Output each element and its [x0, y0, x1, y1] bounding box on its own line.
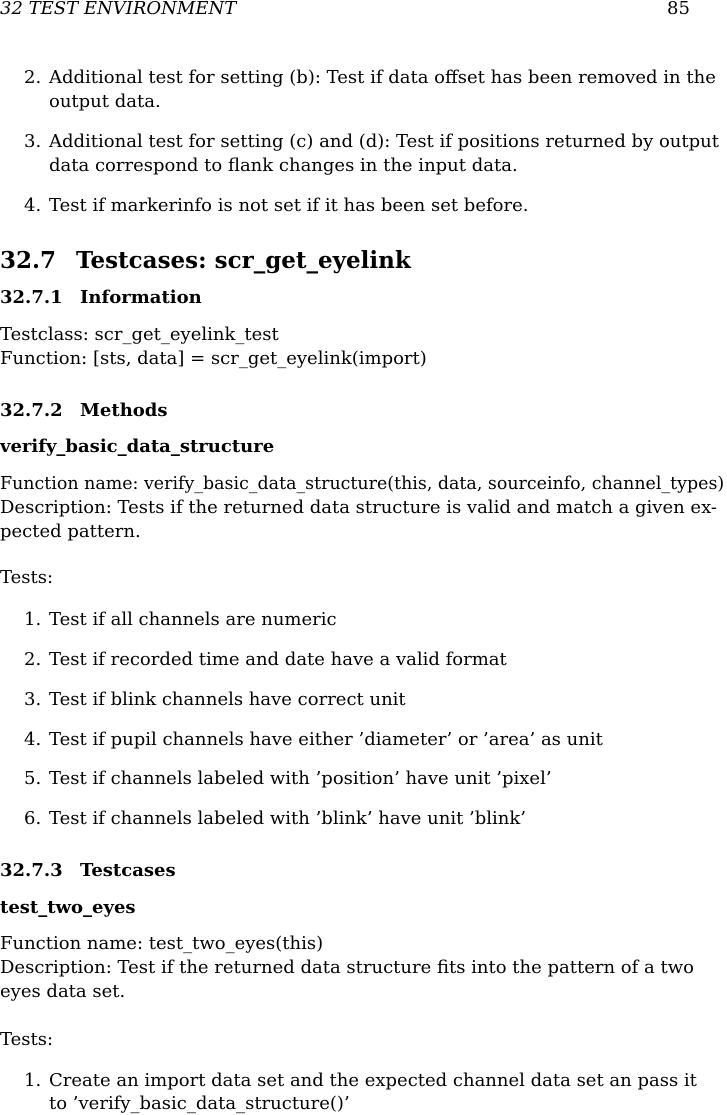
function-line: Function: [sts, data] = scr_get_eyelink(import): [0, 348, 427, 369]
list-item-number: 3.: [24, 689, 42, 710]
list-item-number: 1.: [24, 1070, 42, 1091]
list-item-text: Test if all channels are numeric: [49, 609, 337, 630]
page-number: 85: [667, 0, 690, 19]
list-item-text: to ’verify_basic_data_structure()’: [49, 1093, 350, 1114]
subsection-title: Information: [80, 287, 202, 308]
list-item-text: Additional test for setting (b): Test if data offset has been removed in the: [49, 67, 716, 88]
list-item-text: Test if recorded time and date have a valid format: [49, 649, 507, 670]
subsection-title: Testcases: [80, 860, 176, 881]
list-item-number: 1.: [24, 609, 42, 630]
testcase-name-heading: test_two_eyes: [0, 897, 136, 918]
testclass-line: Testclass: scr_get_eyelink_test: [0, 324, 279, 345]
list-item-text: Test if channels labeled with ’blink’ have unit ’blink’: [49, 808, 527, 829]
list-item-number: 4.: [24, 729, 42, 750]
tests-label: Tests:: [0, 567, 54, 588]
list-item-text: data correspond to flank changes in the input data.: [49, 155, 518, 176]
list-item-number: 4.: [24, 195, 42, 216]
subsection-number: 32.7.3: [0, 860, 63, 881]
list-item-number: 2.: [24, 67, 42, 88]
section-number: 32.7: [0, 247, 57, 274]
tests-label: Tests:: [0, 1029, 54, 1050]
list-item-text: Test if pupil channels have either ’diameter’ or ’area’ as unit: [49, 729, 603, 750]
list-item-text: Test if markerinfo is not set if it has been set before.: [49, 195, 529, 216]
description-line: eyes data set.: [0, 981, 126, 1002]
list-item-text: Create an import data set and the expected channel data set an pass it: [49, 1070, 697, 1091]
description-line: pected pattern.: [0, 521, 141, 542]
function-name-line: Function name: test_two_eyes(this): [0, 933, 324, 954]
function-name-line: Function name: verify_basic_data_structure(this, data, sourceinfo, channel_types): [0, 473, 725, 494]
description-line: Description: Tests if the returned data structure is valid and match a given ex-: [0, 497, 718, 518]
list-item-number: 2.: [24, 649, 42, 670]
method-name-heading: verify_basic_data_structure: [0, 436, 275, 457]
subsection-number: 32.7.1: [0, 287, 63, 308]
list-item-text: Test if channels labeled with ’position’ have unit ’pixel’: [49, 768, 552, 789]
list-item-number: 3.: [24, 131, 42, 152]
running-header-chapter: 32 TEST ENVIRONMENT: [0, 0, 237, 19]
subsection-title: Methods: [80, 400, 168, 421]
list-item-text: Additional test for setting (c) and (d): Test if positions returned by output: [49, 131, 719, 152]
section-title: Testcases: scr_get_eyelink: [76, 247, 411, 274]
subsection-number: 32.7.2: [0, 400, 63, 421]
list-item-text: Test if blink channels have correct unit: [49, 689, 406, 710]
list-item-number: 6.: [24, 808, 42, 829]
list-item-text: output data.: [49, 91, 161, 112]
description-line: Description: Test if the returned data structure fits into the pattern of a two: [0, 957, 694, 978]
list-item-number: 5.: [24, 768, 42, 789]
